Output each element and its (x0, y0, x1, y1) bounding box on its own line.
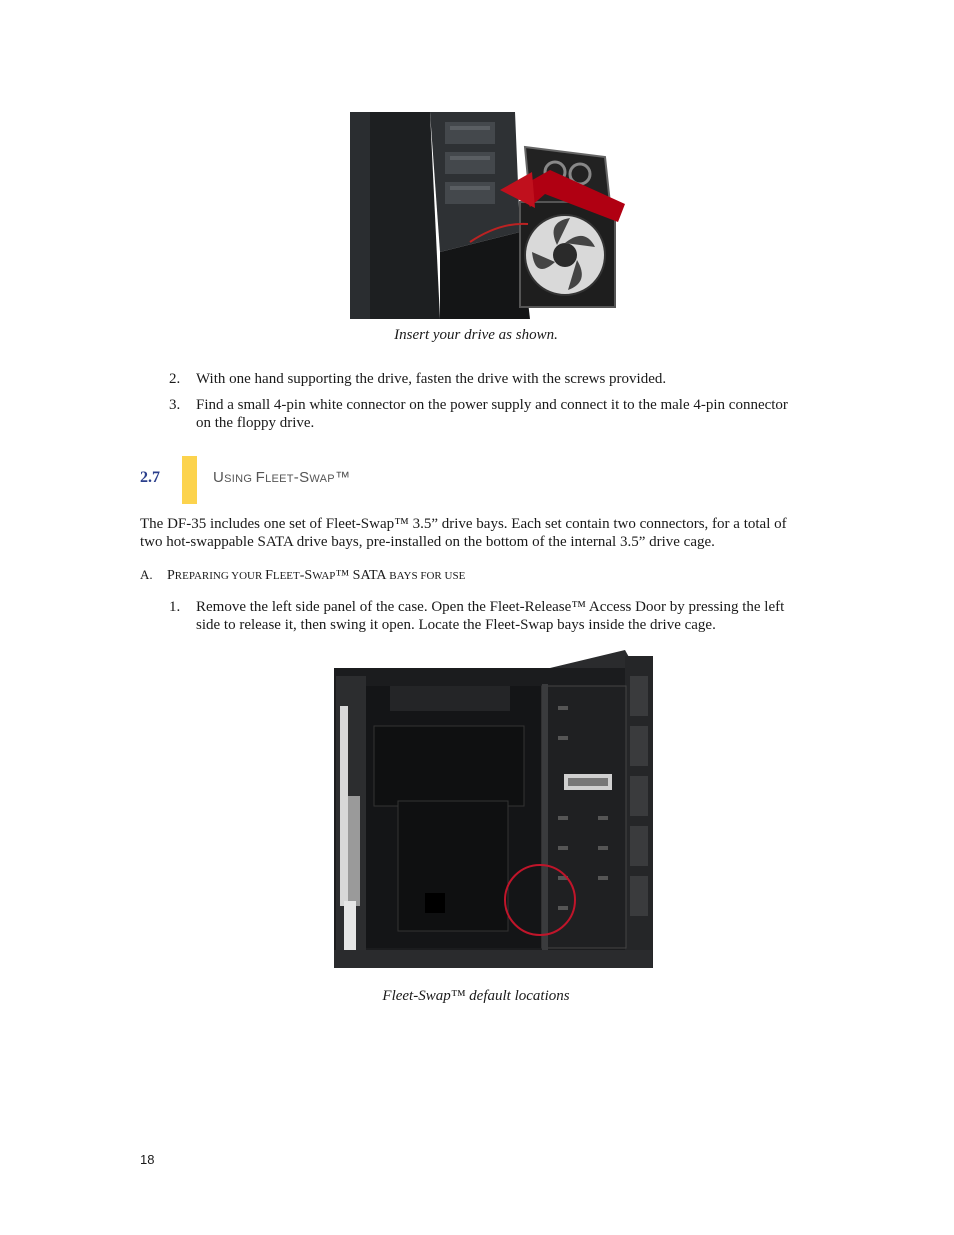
list-item (169, 397, 801, 433)
case-interior-figure (330, 646, 656, 972)
list-text: Remove the left side panel of the case. Open the Fleet-Release™ Access Door by pressing the left side to release it, then swing it open. Locate the Fleet-Swap bays inside the drive cage. (196, 599, 785, 633)
subsection-letter: A. (140, 567, 153, 582)
fan-insertion-illustration (350, 112, 632, 319)
list-text: With one hand supporting the drive, fasten the drive with the screws provided. (196, 371, 667, 387)
case-interior-illustration (330, 646, 656, 972)
list-item (169, 599, 801, 637)
list-text: Find a small 4-pin white connector on the power supply and connect it to the male 4-pin connector on the floppy drive. (196, 397, 788, 431)
section-intro: The DF-35 includes one set of Fleet-Swap™ 3.5” drive bays. Each set contain two connectors, for a total of two hot-swappable SATA drive bays, pre-installed on the bottom of the internal 3.5” drive cage. (140, 516, 787, 550)
figure-caption: Fleet-Swap™ default locations (382, 988, 570, 1004)
section-title: USING FLEET-SWAP™ (213, 469, 351, 486)
section-number: 2.7 (140, 469, 160, 486)
figure-caption: Insert your drive as shown. (394, 327, 558, 343)
fan-insertion-figure (350, 112, 632, 319)
list-item (169, 371, 801, 391)
subsection-heading: A. PREPARING YOUR FLEET-SWAP™ SATA BAYS FOR USE (140, 567, 466, 583)
page-number: 18 (140, 1152, 155, 1167)
section-accent-bar (182, 456, 197, 504)
list-number: 3. (169, 397, 181, 413)
list-number: 2. (169, 371, 181, 387)
list-number: 1. (169, 599, 181, 615)
